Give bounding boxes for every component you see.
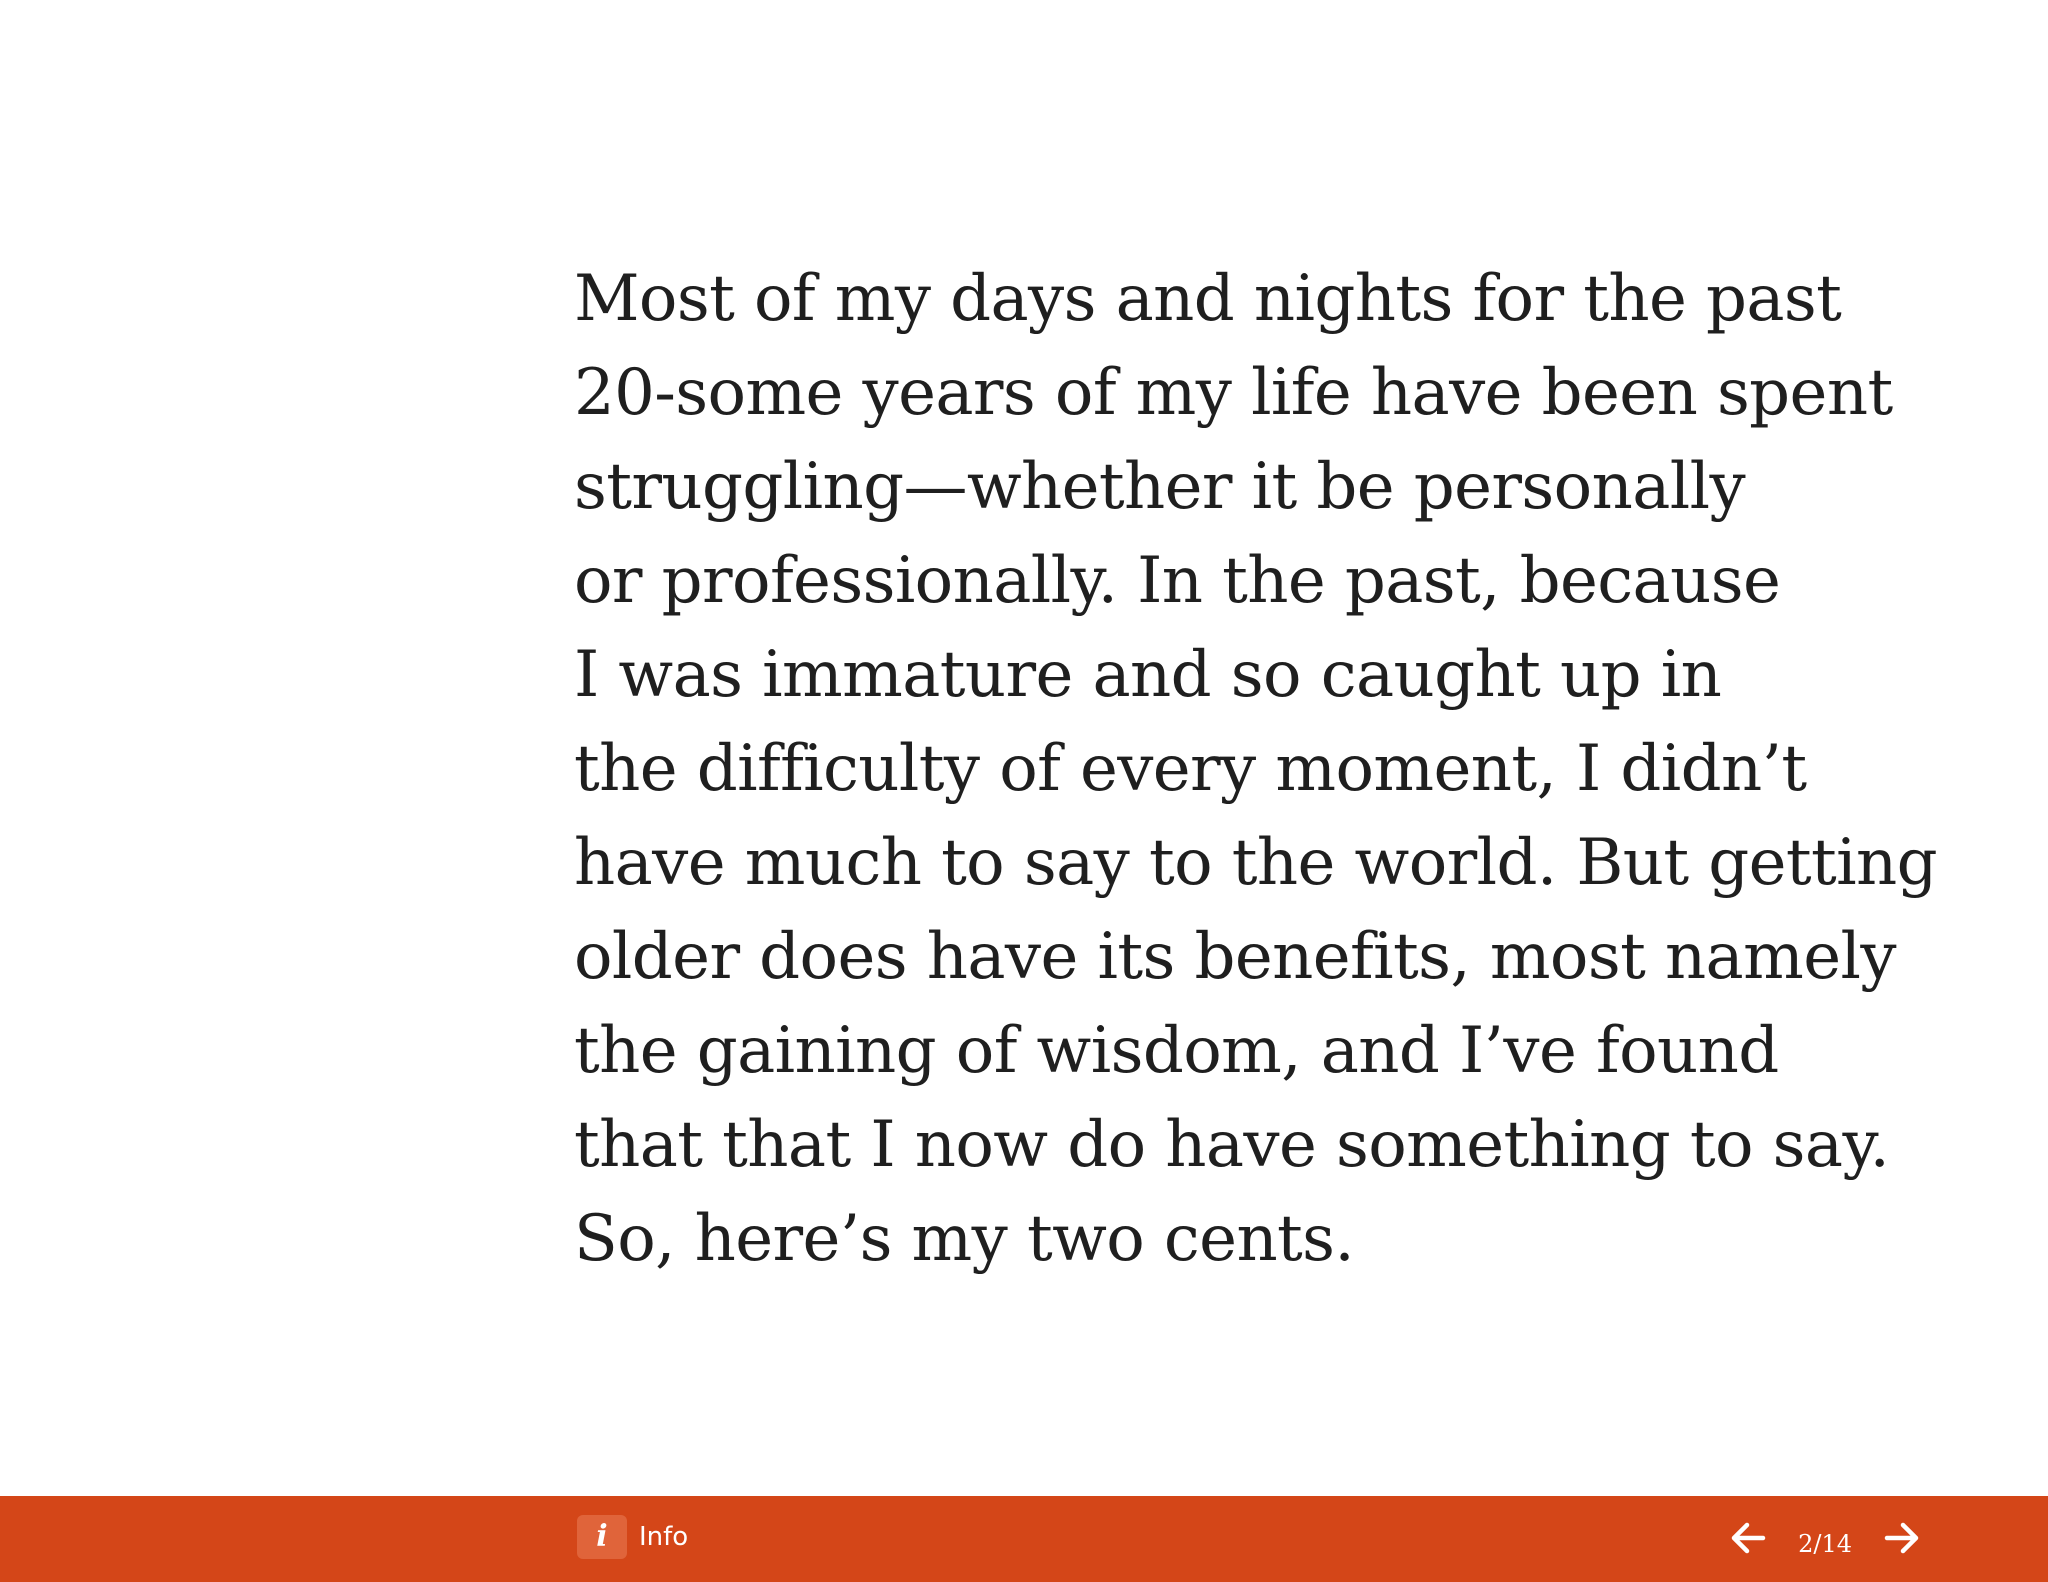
body-line: the difficulty of every moment, I didn’t [574,732,1807,806]
article-body [574,252,1974,1286]
body-line: the gaining of wisdom, and I’ve found [574,1014,1779,1088]
arrow-left-icon [1727,1517,1769,1559]
next-page-button[interactable] [1880,1516,1924,1560]
page-indicator: 2/14 [1798,1530,1852,1558]
body-line: I was immature and so caught up in [574,638,1722,712]
body-line: So, here’s my two cents. [574,1202,1355,1276]
arrow-right-icon [1881,1517,1923,1559]
page-navigation [1726,1512,1924,1564]
body-line: 20-some years of my life have been spent [574,356,1893,430]
body-line: have much to say to the world. But getting [574,826,1937,900]
body-line: struggling—whether it be personally [574,450,1746,524]
body-line: or professionally. In the past, because [574,544,1781,618]
info-button[interactable] [577,1515,688,1559]
body-line: older does have its benefits, most namely [574,920,1896,994]
body-line: Most of my days and nights for the past [574,262,1842,336]
body-line: that that I now do have something to say. [574,1108,1890,1182]
info-label: Info [639,1522,689,1552]
previous-page-button[interactable] [1726,1516,1770,1560]
info-icon: i [577,1515,627,1559]
